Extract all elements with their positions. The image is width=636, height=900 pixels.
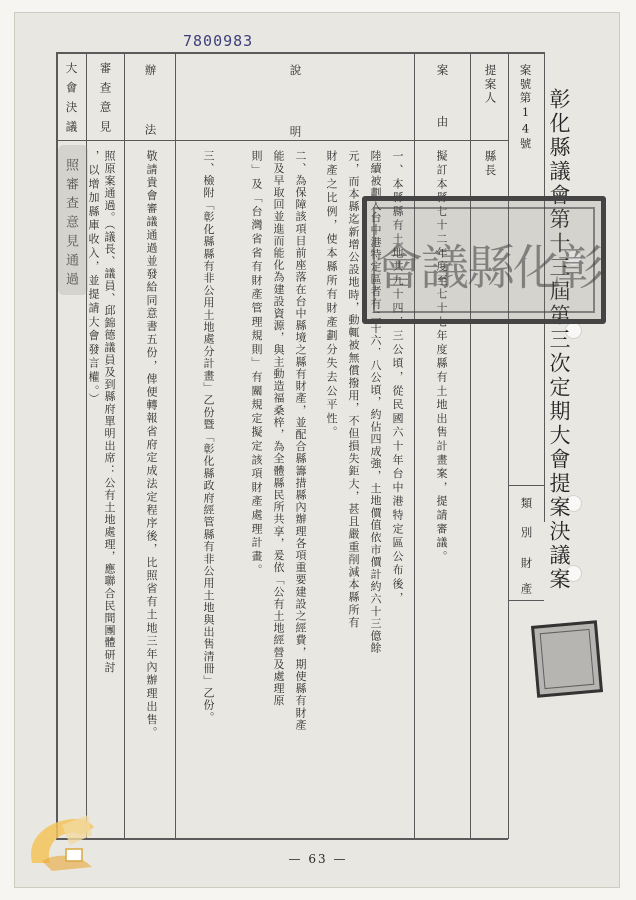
review-label: 審查意見 [98, 62, 113, 140]
explanation-line-7: 則」及「台灣省省有財產管理規則」有關規定擬定該項財產處理計畫。 [250, 150, 263, 578]
category-value: 財產 [519, 557, 534, 608]
seal-glyph: 議 [421, 240, 470, 296]
column-divider [175, 52, 176, 839]
document-title: 彰化縣議會第十三屆第三次定期大會提案決議案 [547, 88, 571, 592]
method-text: 敬請貴會審議通過並發給同意書五份，俾便轉報省府定成法定程序後，比照省有土地三年內辦理出售。 [145, 150, 158, 740]
explanation-line-3: 元，而本縣迄新增公設地時，動輒被無償撥用，不但損失鉅大，甚且嚴重削減本縣所有 [347, 150, 360, 629]
column-divider [414, 52, 415, 839]
review-text-line-1: 照原案通過。（議長、議員、邱錦德議員及到縣府單明出席：公有土地處理，應聯合民間團體研討 [103, 150, 116, 674]
explanation-line-6: 能及早取回並進而能化為建設資源，與主動造福桑梓，為全體縣民所共享，爰依「公有土地經營及處理原 [272, 150, 285, 707]
explanation-line-8: 三、檢附「彰化縣縣有非公用土地處分計畫」乙份暨「彰化縣政府經管縣有非公用土地與出售清冊」乙份。 [202, 150, 215, 724]
resolution-label: 大會決議 [64, 62, 79, 140]
seal-glyph: 縣 [467, 240, 516, 296]
archive-logo-icon [22, 805, 106, 875]
resolution-text: 照審查意見通過 [63, 158, 78, 291]
column-divider [124, 52, 125, 839]
category-box-top [508, 485, 544, 486]
seal-glyph: 彰 [557, 240, 606, 296]
proposer-label: 提案人 [483, 64, 498, 106]
explanation-label: 說明 [288, 64, 303, 187]
cause-label: 案由 [435, 64, 450, 167]
category-label: 類別 [519, 497, 534, 556]
cause-text: 擬訂本縣七十二年度至七十七年度縣有土地出售計畫案，提請審議。 [435, 150, 448, 564]
column-divider [470, 52, 471, 839]
explanation-line-4: 財產之比例，使本縣所有財產劃分失去公平性。 [325, 150, 338, 440]
explanation-line-2: 陸續被劃入台中港特定區者有二十六．八公頃，約佔四成強，土地價值依市價計約六十三億餘 [369, 150, 382, 655]
explanation-line-1: 一、本縣縣有土地共九十四．三公頃，從民國六十年台中港特定區公布後， [391, 150, 404, 606]
case-number-label: 案號第14號 [518, 64, 533, 152]
proposer-value: 縣長 [483, 150, 498, 178]
seal-glyph: 化 [513, 240, 562, 296]
page-number: — 63 — [288, 852, 348, 866]
review-text-line-2: ，以增加縣庫收入，並提請大會發言權。） [87, 150, 100, 407]
seal-glyph: 會 [375, 240, 424, 296]
explanation-line-5: 二、為保障該項目前座落在台中縣境之縣有財產，並配合縣籌措縣內辦理各項重要建設之經費，期使縣有財產 [294, 150, 307, 731]
method-label: 辦法 [143, 64, 158, 183]
small-seal-stamp [531, 620, 603, 697]
column-divider [508, 52, 509, 839]
official-seal-stamp [362, 196, 606, 324]
document-number: 7800983 [183, 32, 254, 50]
